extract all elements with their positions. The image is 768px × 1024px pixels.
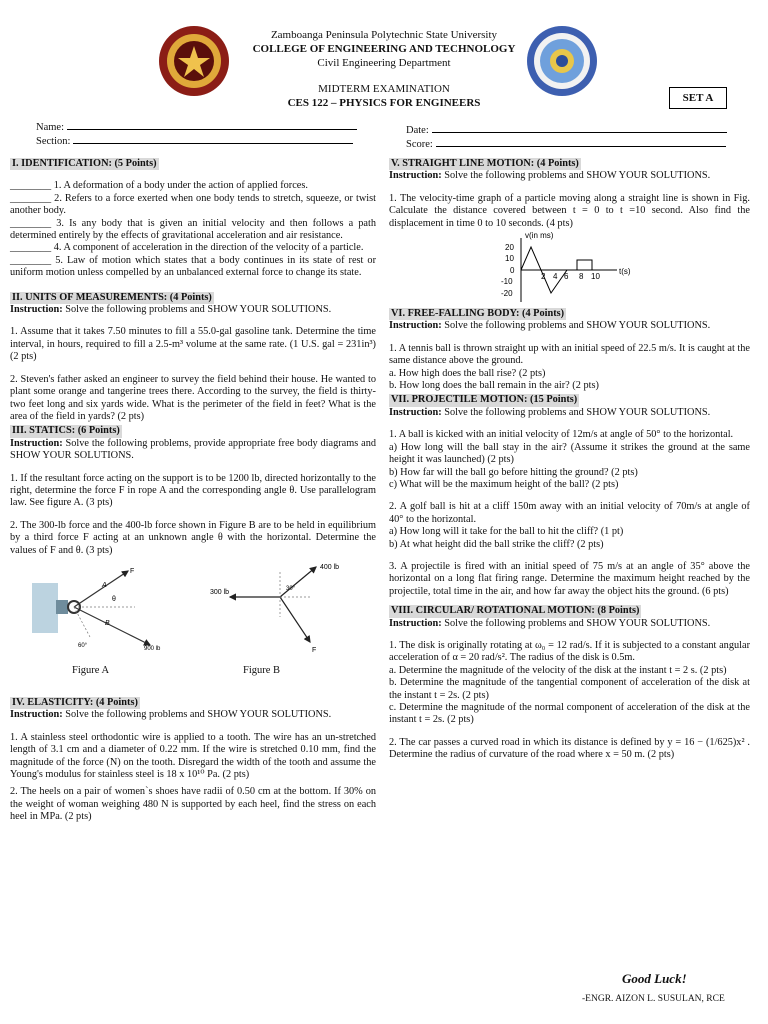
section-projectile-title: VII. PROJECTILE MOTION: (15 Points) [391, 394, 578, 406]
graph-xlabel: t(s) [619, 267, 631, 277]
instruction-text: Solve the following problems and SHOW YOUR SOLUTIONS. [62, 709, 332, 721]
section-free-fall-title: VI. FREE-FALLING BODY: (4 Points) [391, 308, 565, 320]
score-field[interactable]: Score: [406, 137, 726, 150]
graph-ytick: -10 [501, 277, 513, 287]
figure-a-label-force: 900 lb [144, 645, 161, 650]
section-units-title: II. UNITS OF MEASUREMENTS: (4 Points) [12, 291, 212, 303]
question-part: b. Determine the magnitude of the tangential component of acceleration of the disk at the instant t = 2s. (2 pts) [389, 677, 750, 701]
instruction-label: Instruction: [10, 304, 63, 316]
graph-xtick: 8 [579, 272, 584, 282]
graph-xtick: 10 [591, 272, 600, 282]
figure-a-diagram [30, 565, 180, 650]
graph-ytick: -20 [501, 289, 513, 299]
question: 1. If the resultant force acting on the support is to be 1200 lb, directed horizontally to the right, determine the force F in rope A and the corresponding angle θ. Use parallelogram law. See figure A. (3 pts) [10, 472, 376, 509]
graph-xtick: 4 [553, 272, 558, 282]
question-part: a) How long will the ball stay in the air? (Assume it strikes the ground at the same height it was launched) (2 pts) [389, 441, 750, 466]
question: 2. The 300-lb force and the 400-lb force shown in Figure B are to be held in equilibrium by a third force F acting at an unknown angle θ with the horizontal. Determine the values of F and θ. (3 pts) [10, 519, 376, 556]
figure-a-caption: Figure A [72, 664, 110, 676]
college-name: COLLEGE OF ENGINEERING AND TECHNOLOGY [252, 43, 516, 55]
figure-b-label-angle: 30° [286, 585, 296, 592]
identification-item: ________ 3. Is any body that is given an initial velocity and then follows a path determined entirely by the effects of gravitational acceleration and air resistance. [10, 217, 376, 242]
graph-xtick: 2 [541, 272, 546, 282]
question-part: b. How long does the ball remain in the air? (2 pts) [389, 380, 599, 392]
figure-a-label-a: A [102, 581, 107, 589]
statics-figures [10, 557, 376, 677]
question-part: a) How long will it take for the ball to hit the cliff? (1 pt) [389, 526, 624, 538]
section-elasticity-title: IV. ELASTICITY: (4 Points) [12, 696, 138, 708]
exam-title: MIDTERM EXAMINATION [318, 83, 450, 95]
instruction-text: Solve the following problems and SHOW YOUR SOLUTIONS. [441, 170, 711, 182]
section-circular-title: VIII. CIRCULAR/ ROTATIONAL MOTION: (8 Points) [391, 605, 640, 617]
question-part: a. How high does the ball rise? (2 pts) [389, 367, 546, 379]
question-part: a. Determine the magnitude of the velocity of the disk at the instant t = 2 s. (2 pts) [389, 664, 727, 676]
figure-a-label-angle: 60° [78, 642, 88, 649]
instruction-label: Instruction: [389, 406, 442, 418]
graph-ytick: 10 [505, 254, 514, 264]
question: 2. A golf ball is hit at a cliff 150m away with an initial velocity of 70m/s at angle of 40° to the horizontal. [389, 501, 750, 525]
question-part: b) How far will the ball go before hitting the ground? (2 pts) [389, 466, 638, 478]
question: 2. Steven's father asked an engineer to survey the field behind their house. He wanted to plant some orange and tangerine trees there. According to the survey, the field is thirty-two feet long and six yards wide. What is the perimeter of the field in feet? What is the area of the field in yards? (2 pts) [10, 373, 376, 422]
question-part: b) At what height did the ball strike the cliff? (2 pts) [389, 538, 604, 550]
identification-item: ________ 2. Refers to a force exerted when one body tends to stretch, squeeze, or twist another body. [10, 192, 376, 217]
question: 1. A ball is kicked with an initial velocity of 12m/s at angle of 50° to the horizontal. [389, 429, 734, 441]
department-name: Civil Engineering Department [317, 57, 451, 69]
figure-b-caption: Figure B [243, 664, 281, 676]
instruction-label: Instruction: [389, 617, 442, 629]
instruction-text: Solve the following problems and SHOW YOUR SOLUTIONS. [441, 617, 711, 629]
section-identification-title: I. IDENTIFICATION: (5 Points) [12, 158, 157, 169]
section-field[interactable]: Section: [36, 134, 353, 147]
course-title: CES 122 – PHYSICS FOR ENGINEERS [287, 97, 481, 109]
signature-text: -ENGR. AIZON L. SUSULAN, RCE [582, 994, 725, 1004]
question: 1. The disk is originally rotating at ω₀ = 12 rad/s. If it is subjected to a constant angular acceleration of α = 20 rad/s². The radius of the disk is 0.5m. [389, 639, 750, 664]
question-part: c) What will be the maximum height of the ball? (2 pts) [389, 478, 619, 490]
question-part: c. Determine the magnitude of the normal component of acceleration of the disk at the instant t = 2s. (2 pts) [389, 702, 750, 726]
instruction-text: Solve the following problems and SHOW YOUR SOLUTIONS. [441, 406, 711, 418]
graph-ylabel: v(in ms) [525, 232, 554, 241]
set-badge: SET A [669, 87, 727, 109]
graph-ytick: 20 [505, 243, 514, 253]
exam-header [0, 28, 768, 110]
question: 1. A tennis ball is thrown straight up with an initial speed of 22.5 m/s. It is caught at the same distance above the ground. [389, 342, 750, 367]
instruction-label: Instruction: [10, 437, 63, 449]
section-straight-line-title: V. STRAIGHT LINE MOTION: (4 Points) [391, 158, 579, 169]
question: 2. The car passes a curved road in which its distance is defined by y = 16 − (1/625)x² . Determine the radius of curvature of the road where x = 50 m. (2 pts) [389, 736, 750, 761]
right-column [389, 156, 750, 762]
figure-b-label-400: 400 lb [320, 563, 340, 571]
date-field[interactable]: Date: [406, 123, 727, 136]
instruction-text: Solve the following problems and SHOW YOUR SOLUTIONS. [441, 320, 711, 332]
left-column [10, 156, 376, 824]
question: 1. The velocity-time graph of a particle moving along a straight line is shown in Fig. Calculate the distance covered between t = 0 to t =10 second. Also find the displacement in time 0 to 10 seconds. (4 pts) [389, 192, 750, 229]
figure-b-label-300: 300 lb [210, 588, 230, 596]
figure-a-label-f: F [130, 567, 135, 575]
instruction-label: Instruction: [389, 170, 442, 182]
question: 3. A projectile is fired with an initial speed of 75 m/s at an angle of 35° above the horizontal on a long flat firing range. Determine the maximum height reached by the projectile, total time in the air, and how far away the object hits the ground. (6 pts) [389, 560, 750, 597]
figure-a-label-b: B [105, 619, 110, 627]
figure-a-label-theta: θ [112, 595, 116, 603]
graph-ytick: 0 [510, 266, 515, 276]
identification-item: ________ 4. A component of acceleration in the direction of the velocity of a particle. [10, 242, 364, 254]
section-statics-title: III. STATICS: (6 Points) [12, 425, 120, 437]
identification-item: ________ 1. A deformation of a body under the action of applied forces. [10, 180, 308, 192]
figure-b-label-f: F [312, 646, 317, 654]
good-luck-text: Good Luck! [622, 971, 687, 986]
graph-xtick: 6 [564, 272, 569, 282]
figure-b-diagram [210, 557, 360, 657]
velocity-time-graph [389, 230, 750, 306]
name-field[interactable]: Name: [36, 120, 357, 133]
instruction-text: Solve the following problems and SHOW YOUR SOLUTIONS. [62, 304, 332, 316]
instruction-label: Instruction: [389, 320, 442, 332]
instruction-label: Instruction: [10, 709, 63, 721]
university-name: Zamboanga Peninsula Polytechnic State University [270, 29, 498, 41]
identification-item: ________ 5. Law of motion which states that a body continues in its state of rest or uniform motion unless compelled by an unbalanced external force to change its state. [10, 254, 376, 279]
question: 1. A stainless steel orthodontic wire is applied to a tooth. The wire has an un-stretched length of 3.1 cm and a diameter of 0.22 mm. If the wire is stretched 0.10 mm, find the magnitude of the force (N) on the tooth. Disregard the width of the tooth and assume the Young's modulus for stainless steel is 18 x 10¹⁰ Pa. (2 pts) [10, 731, 376, 780]
question: 2. The heels on a pair of women`s shoes have radii of 0.50 cm at the bottom. If 30% on the weight of woman weighing 480 N is supported by each heel, find the stress on each heel in MPa. (2 pts) [10, 786, 376, 823]
instruction-text: Solve the following problems, provide appropriate free body diagrams and SHOW YOUR SOLUTIONS. [10, 437, 376, 462]
question: 1. Assume that it takes 7.50 minutes to fill a 55.0-gal gasoline tank. Determine the time interval, in hours, required to fill a 2.5-m³ volume at the same rate. (1 U.S. gal = 231in³) (2 pts) [10, 326, 376, 363]
